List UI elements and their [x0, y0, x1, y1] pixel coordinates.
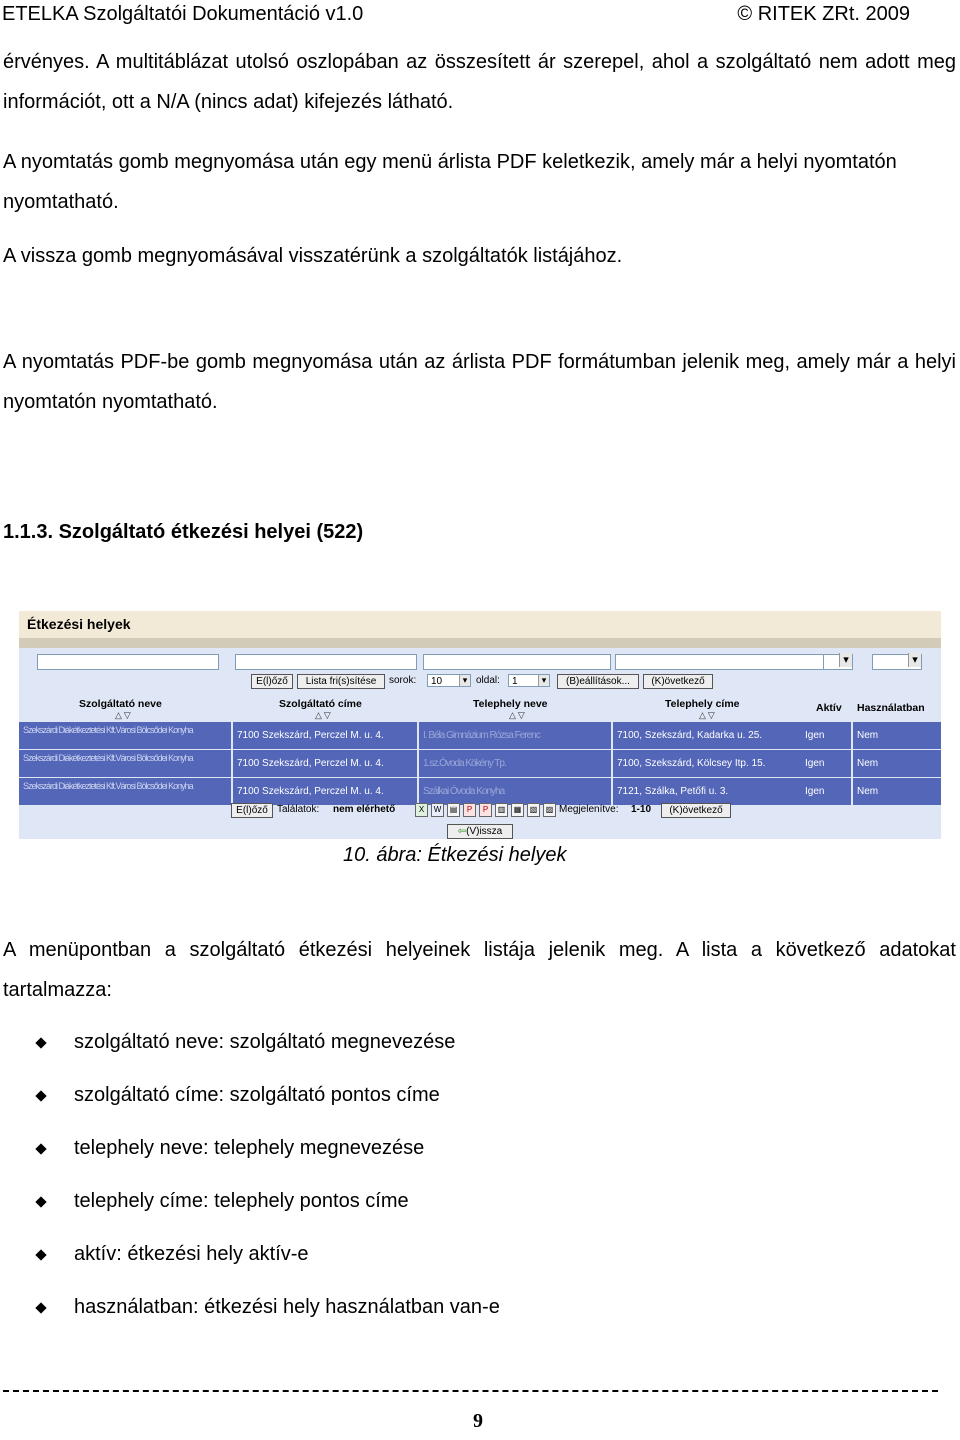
field-list [0, 1022, 500, 1340]
page-header [2, 0, 910, 30]
paragraph-print-pdf: A nyomtatás PDF-be gomb megnyomása után az árlista PDF formátumban jelenik meg, amely már a helyi nyomtatón nyomtatható. [3, 351, 956, 413]
cell-provider-address: 7100 Szekszárd, Perczel M. u. 4. [233, 778, 417, 805]
bullet-diamond-icon [35, 1196, 46, 1207]
footer-divider [3, 1390, 938, 1395]
shown-value: 1-10 [631, 804, 652, 815]
header-doc-title: ETELKA Szolgáltatói Dokumentáció v1.0 [2, 3, 364, 25]
rows-label: sorok: [389, 675, 417, 686]
refresh-list-button[interactable]: Lista fri(s)sítése [297, 674, 385, 689]
cell-provider-address: 7100 Szekszárd, Perczel M. u. 4. [233, 722, 417, 749]
cell-site-name: 1.sz.Óvoda Kökény Tp. [419, 750, 611, 777]
filter-active-select[interactable] [823, 654, 853, 670]
paragraph-intro: érvényes. A multitáblázat utolsó oszlopában az összesített ár szerepel, ahol a szolgáltató nem adott meg információt, ott a N/A (nincs adat) kifejezés látható. [3, 51, 956, 113]
back-button-label: (V)issza [466, 826, 503, 837]
settings-button[interactable]: (B)eállítások... [557, 674, 639, 689]
column-header-provider-address[interactable]: Szolgáltató címe [279, 698, 362, 710]
cell-in-use: Nem [853, 722, 941, 749]
cell-site-address: 7100, Szekszárd, Kadarka u. 25. [613, 722, 851, 749]
footer-next-button[interactable]: (K)övetkező [661, 803, 731, 818]
column-header-in-use[interactable]: Használatban [857, 702, 925, 714]
window-title-bar [19, 611, 941, 638]
list-item-text: szolgáltató neve: szolgáltató megnevezése [74, 1031, 456, 1053]
cell-site-address: 7121, Szálka, Petőfi u. 3. [613, 778, 851, 805]
list-item-text: telephely neve: telephely megnevezése [74, 1137, 425, 1159]
section-heading: 1.1.3. Szolgáltató étkezési helyei (522) [3, 521, 364, 543]
column-header-provider-name[interactable]: Szolgáltató neve [79, 698, 162, 710]
title-separator [19, 638, 941, 648]
cell-active: Igen [801, 750, 851, 777]
page-select[interactable]: 1 ▾ [508, 674, 550, 687]
sort-arrows-icon[interactable]: △▽ [115, 710, 133, 720]
header-copyright: © RITEK ZRt. 2009 [737, 3, 910, 25]
rows-select[interactable]: 10 ▾ [427, 674, 471, 687]
table-row[interactable] [19, 750, 941, 777]
cell-active: Igen [801, 778, 851, 805]
document-icon[interactable]: ▨ [543, 803, 556, 817]
filter-provider-address[interactable] [235, 654, 417, 670]
list-item-text: aktív: étkezési hely aktív-e [74, 1243, 309, 1265]
excel-export-icon[interactable]: X [415, 803, 428, 817]
sort-arrows-icon[interactable]: △▽ [509, 710, 527, 720]
bullet-diamond-icon [35, 1249, 46, 1260]
results-value: nem elérhető [333, 804, 396, 815]
column-header-active[interactable]: Aktív [816, 702, 842, 714]
word-export-icon[interactable]: W [431, 803, 444, 817]
table-row[interactable] [19, 778, 941, 805]
paragraph-print: A nyomtatás gomb megnyomása után egy menü árlista PDF keletkezik, amely már a helyi nyomtatón nyomtatható. [3, 151, 897, 213]
prev-button[interactable]: E(l)őző [251, 674, 293, 689]
filter-site-name[interactable] [423, 654, 611, 670]
table-row[interactable] [19, 722, 941, 749]
back-arrow-icon: ⇦ [457, 826, 467, 837]
filter-site-address[interactable] [615, 654, 853, 670]
paragraph-back: A vissza gomb megnyomásával visszatérünk a szolgáltatók listájához. [3, 245, 623, 267]
shown-label: Megjelenítve: [559, 804, 619, 815]
window-title: Étkezési helyek [27, 616, 131, 632]
bullet-diamond-icon [35, 1302, 46, 1313]
next-button[interactable]: (K)övetkező [643, 674, 713, 689]
cell-site-name: Szálkai Óvoda Konyha [419, 778, 611, 805]
footer-prev-button[interactable]: E(l)őző [231, 803, 273, 818]
cell-site-address: 7100, Szekszárd, Kölcsey Itp. 15. [613, 750, 851, 777]
figure-caption: 10. ábra: Étkezési helyek [343, 844, 567, 866]
cell-in-use: Nem [853, 778, 941, 805]
sort-arrows-icon[interactable]: △▽ [315, 710, 333, 720]
cell-provider-name: Szekszárdi Diákétkeztetési Kft.Városi Bölcsődei Konyha [19, 750, 231, 777]
paragraph-list-intro: A menüpontban a szolgáltató étkezési helyeinek listája jelenik meg. A lista a következő adatokat tartalmazza: [3, 939, 956, 1001]
figure-screenshot [19, 611, 941, 839]
list-panel [19, 648, 941, 839]
list-item-text: telephely címe: telephely pontos címe [74, 1190, 409, 1212]
list-item-text: szolgáltató címe: szolgáltató pontos címe [74, 1084, 440, 1106]
list-item [0, 1234, 500, 1287]
list-item [0, 1181, 500, 1234]
bullet-diamond-icon [35, 1090, 46, 1101]
list-item [0, 1128, 500, 1181]
document-icon[interactable]: ▥ [495, 803, 508, 817]
cell-provider-name: Szekszárdi Diákétkeztetési Kft.Városi Bölcsődei Konyha [19, 722, 231, 749]
cell-provider-address: 7100 Szekszárd, Perczel M. u. 4. [233, 750, 417, 777]
filter-in-use-select[interactable] [872, 654, 922, 670]
list-item [0, 1022, 500, 1075]
sort-arrows-icon[interactable]: △▽ [699, 710, 717, 720]
cell-active: Igen [801, 722, 851, 749]
page-label: oldal: [476, 675, 500, 686]
bullet-diamond-icon [35, 1037, 46, 1048]
column-header-site-address[interactable]: Telephely címe [665, 698, 740, 710]
list-item [0, 1075, 500, 1128]
cell-site-name: I. Béla Gimnázium Rózsa Ferenc [419, 722, 611, 749]
cell-provider-name: Szekszárdi Diákétkeztetési Kft.Városi Bölcsődei Konyha [19, 778, 231, 805]
cell-in-use: Nem [853, 750, 941, 777]
list-item-text: használatban: étkezési hely használatban van-e [74, 1296, 500, 1318]
page-number: 9 [473, 1410, 483, 1432]
column-header-site-name[interactable]: Telephely neve [473, 698, 548, 710]
bullet-diamond-icon [35, 1143, 46, 1154]
pdf-export-icon[interactable]: P [479, 803, 492, 817]
list-item [0, 1287, 500, 1340]
print-icon[interactable]: ▤ [447, 803, 460, 817]
filter-provider-name[interactable] [37, 654, 219, 670]
pdf-icon[interactable]: P [463, 803, 476, 817]
results-label: Találatok: [277, 804, 320, 815]
document-icon[interactable]: ▧ [527, 803, 540, 817]
document-icon[interactable]: ▦ [511, 803, 524, 817]
